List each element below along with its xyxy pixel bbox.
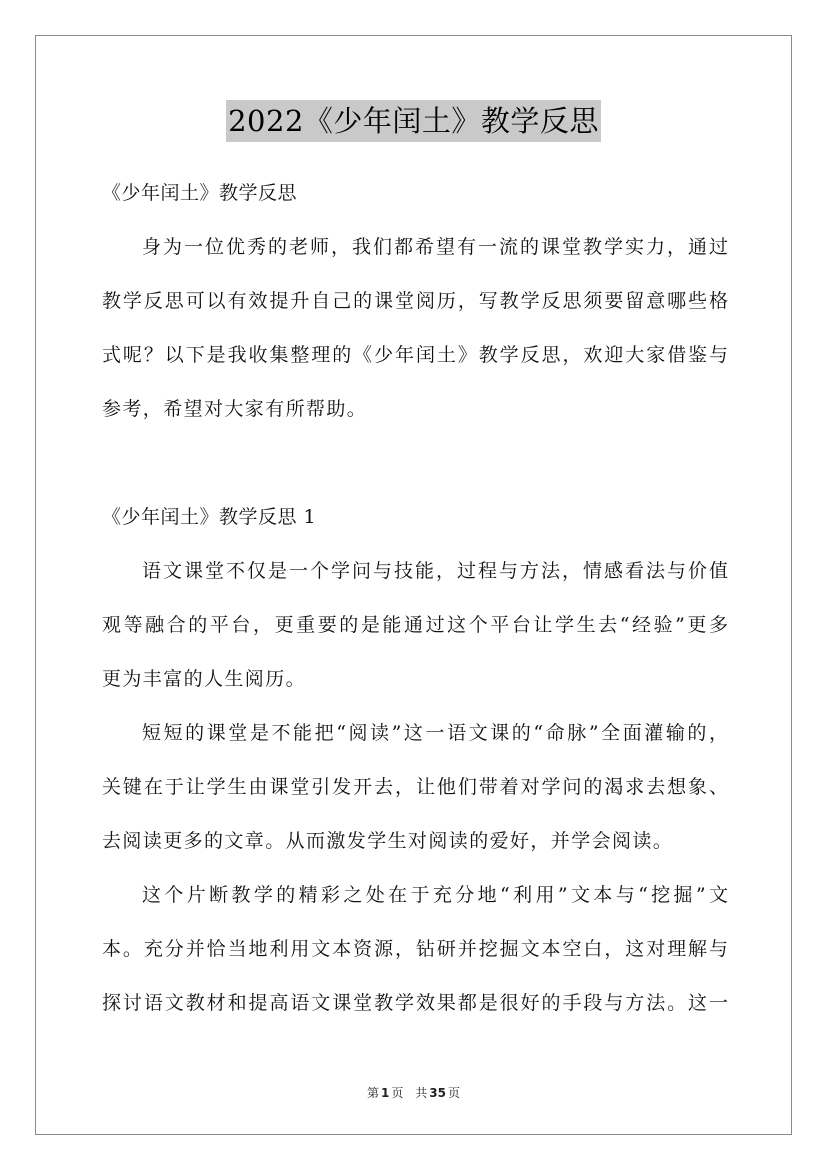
text-line: 短短的课堂是不能把“阅读”这一语文课的“命脉”全面灌输的， xyxy=(142,722,728,744)
text-line: 式呢？以下是我收集整理的《少年闰土》教学反思，欢迎大家借鉴与 xyxy=(102,344,728,366)
total-suffix: 页 xyxy=(447,1086,460,1100)
page-suffix: 页 xyxy=(391,1086,404,1100)
document-subtitle: 《少年闰土》教学反思 xyxy=(102,182,298,204)
title-container xyxy=(0,100,827,142)
current-page-number: 1 xyxy=(381,1086,390,1100)
paragraph-2 xyxy=(102,706,728,868)
page-prefix: 第 xyxy=(367,1086,380,1100)
text-line: 身为一位优秀的老师，我们都希望有一流的课堂教学实力，通过 xyxy=(142,236,728,258)
section-heading: 《少年闰土》教学反思 1 xyxy=(102,506,317,528)
text-line: 这个片断教学的精彩之处在于充分地“利用”文本与“挖掘”文 xyxy=(142,884,728,906)
total-indicator xyxy=(413,1086,462,1100)
paragraph-3 xyxy=(102,868,728,1030)
text-line: 观等融合的平台，更重要的是能通过这个平台让学生去“经验”更多 xyxy=(102,614,728,636)
text-line: 教学反思可以有效提升自己的课堂阅历，写教学反思须要留意哪些格 xyxy=(102,290,728,312)
text-line: 更为丰富的人生阅历。 xyxy=(102,668,307,690)
text-line: 参考，希望对大家有所帮助。 xyxy=(102,398,368,420)
paragraph-1 xyxy=(102,544,728,706)
text-line: 语文课堂不仅是一个学问与技能，过程与方法，情感看法与价值 xyxy=(142,560,728,582)
document-title: 2022《少年闰土》教学反思 xyxy=(226,100,601,142)
text-line: 去阅读更多的文章。从而激发学生对阅读的爱好，并学会阅读。 xyxy=(102,830,674,852)
total-prefix: 共 xyxy=(415,1086,428,1100)
total-page-count: 35 xyxy=(429,1086,446,1100)
paragraph-gap xyxy=(102,436,728,490)
text-line: 探讨语文教材和提高语文课堂教学效果都是很好的手段与方法。这一 xyxy=(102,992,728,1014)
text-line: 关键在于让学生由课堂引发开去，让他们带着对学问的渴求去想象、 xyxy=(102,776,728,798)
document-body xyxy=(102,166,728,1030)
text-line: 本。充分并恰当地利用文本资源，钻研并挖掘文本空白，这对理解与 xyxy=(102,938,728,960)
page-indicator xyxy=(365,1086,405,1100)
intro-paragraph xyxy=(102,220,728,436)
page-footer xyxy=(0,1084,827,1101)
